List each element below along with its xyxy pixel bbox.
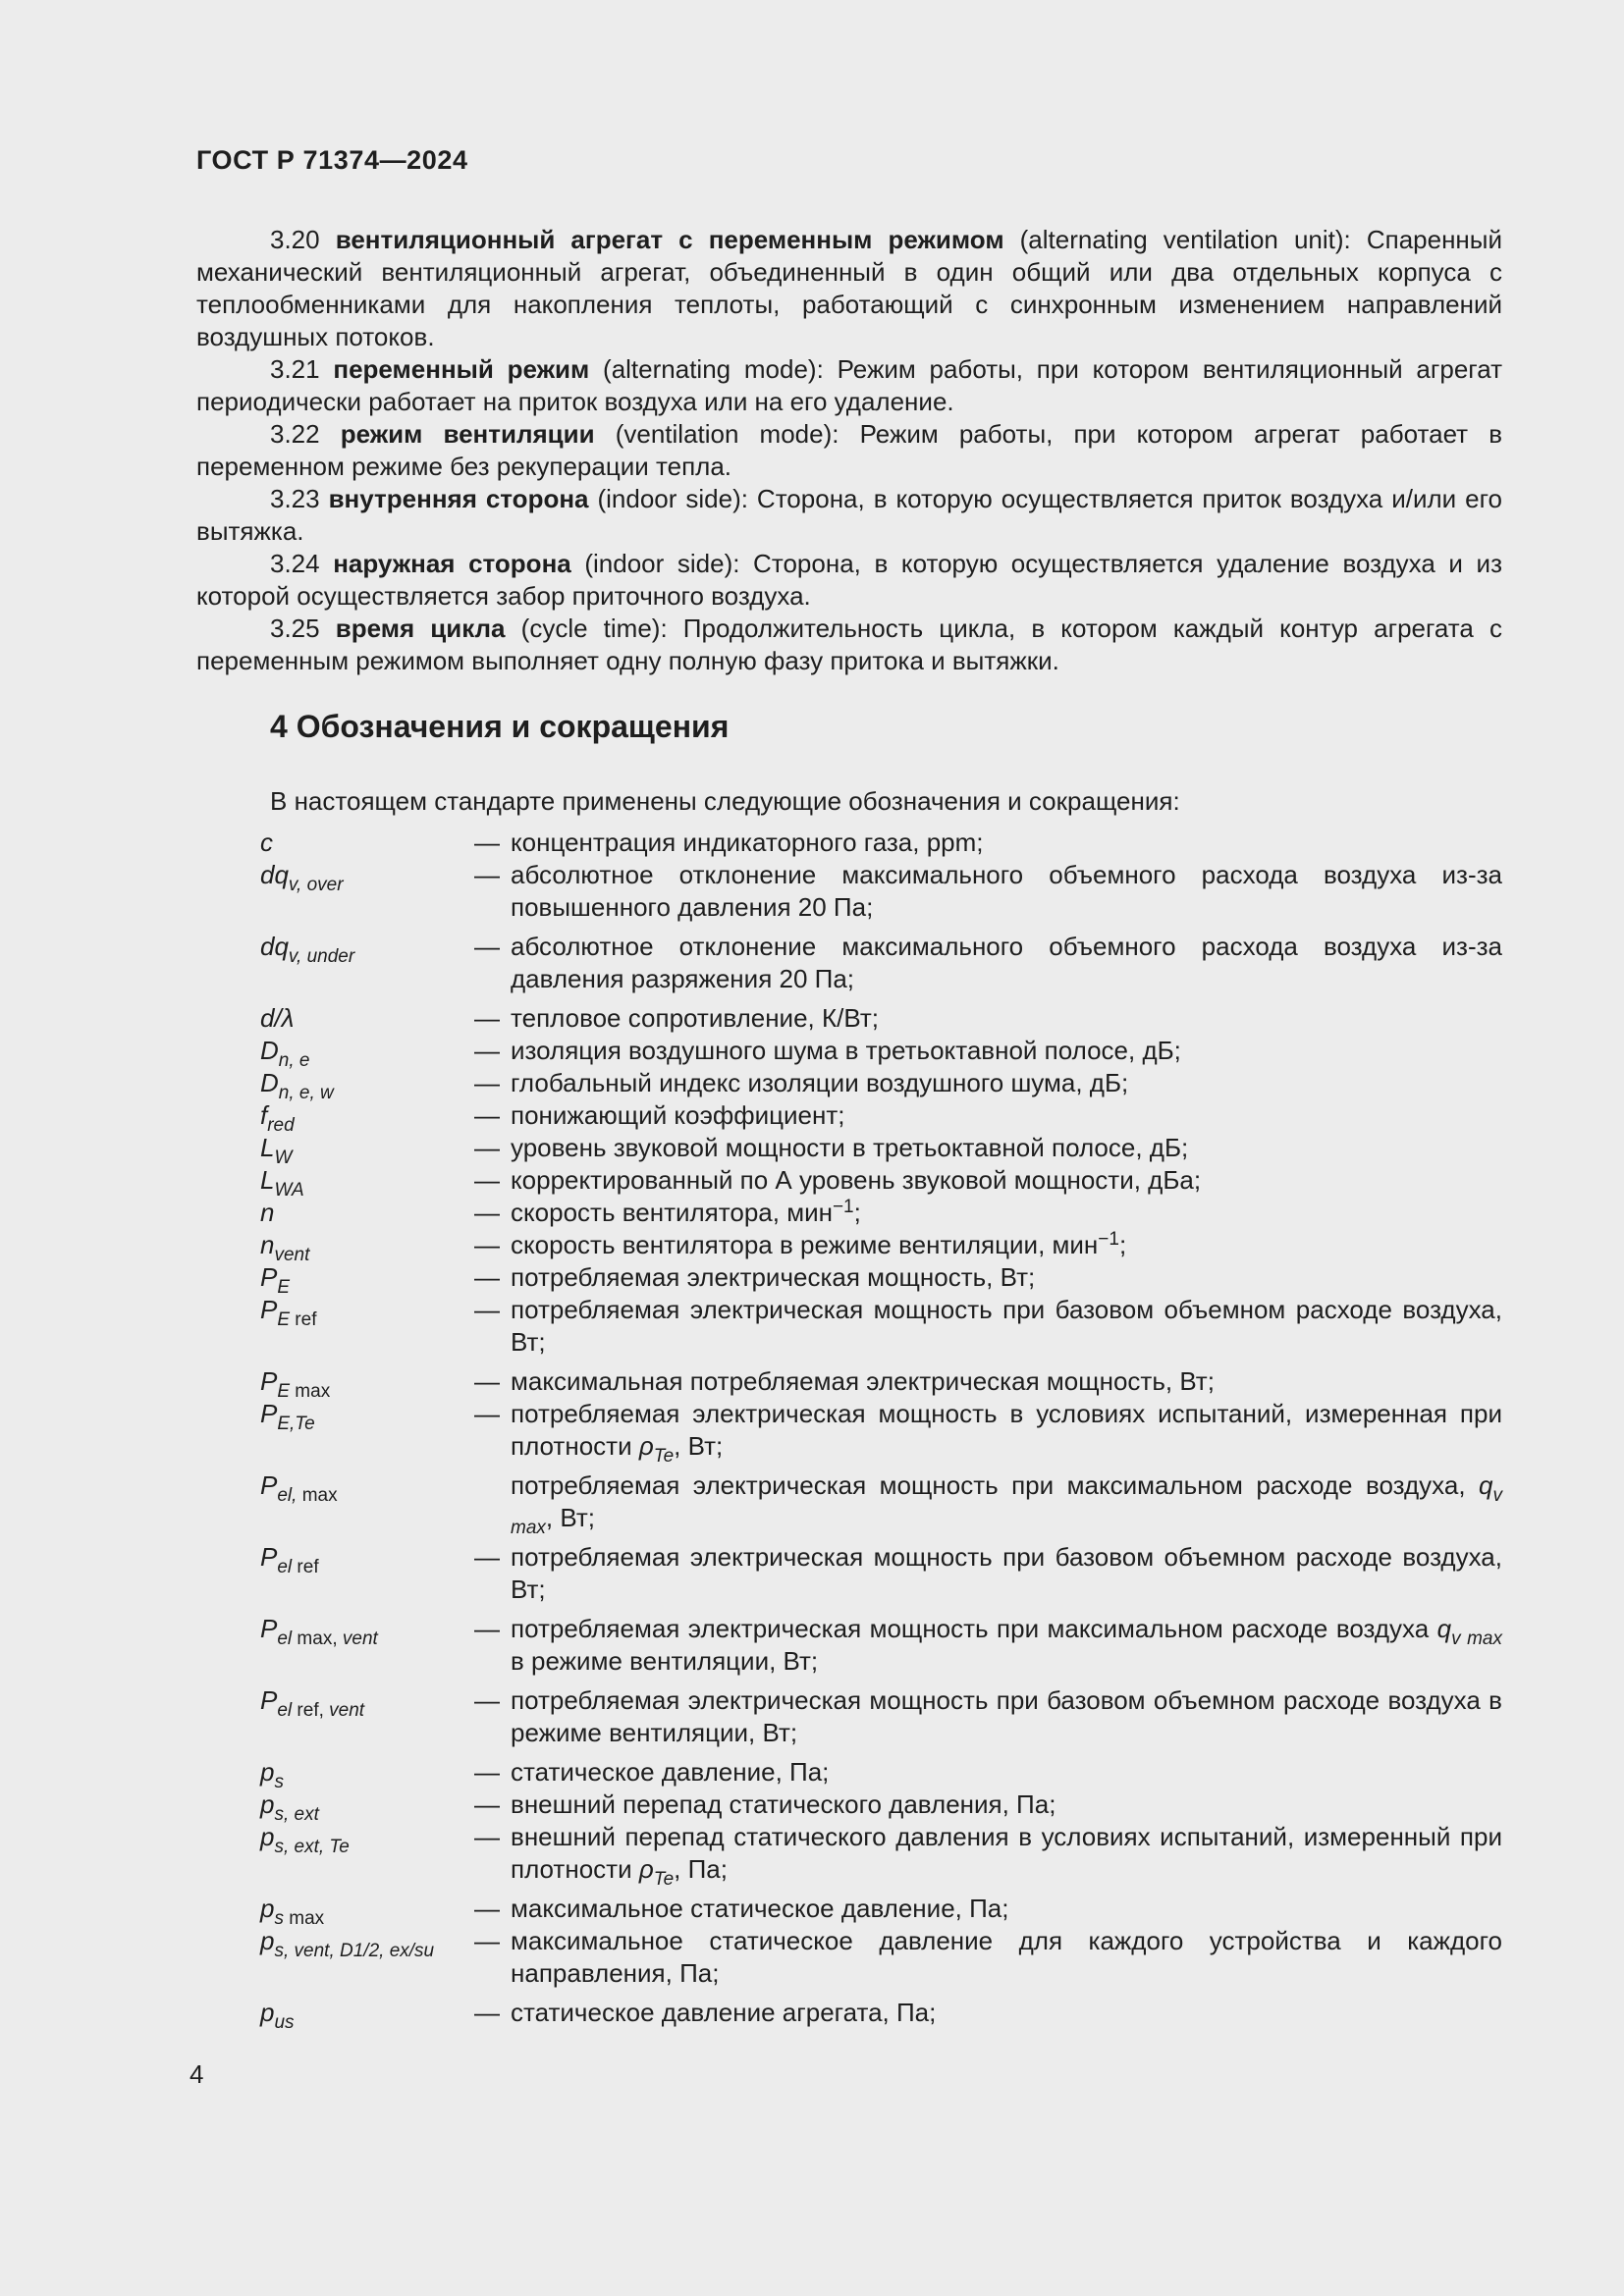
symbol-row bbox=[260, 1261, 1502, 1298]
document-header: ГОСТ Р 71374—2024 bbox=[196, 145, 468, 175]
definition-3-22 bbox=[196, 418, 1502, 483]
dash-separator: — bbox=[474, 1822, 500, 1851]
symbol-part-text: W bbox=[274, 1148, 293, 1168]
symbol-definition bbox=[511, 1541, 1502, 1606]
definition-part: внешний перепад статического давления в условиях испытаний, измеренный при плотности bbox=[511, 1822, 1502, 1884]
symbol-definition bbox=[511, 859, 1502, 924]
symbol-part: max bbox=[297, 1485, 338, 1506]
symbol-part bbox=[274, 1148, 292, 1168]
symbol-part-text: el, bbox=[277, 1485, 298, 1506]
definition-part: максимальная потребляемая электрическая мощность, Вт; bbox=[511, 1366, 1215, 1396]
symbol-part-text: E,Te bbox=[277, 1414, 315, 1434]
dash-separator: — bbox=[474, 1295, 500, 1324]
symbol-part-text: el bbox=[277, 1700, 293, 1721]
definition-text: (alternating mode): Режим работы, при котором вентиляционный агрегат периодически работает на приток воздуха или на его удаление. bbox=[196, 354, 1503, 416]
dash-separator: — bbox=[474, 1998, 500, 2027]
dash-separator: — bbox=[474, 1757, 500, 1787]
symbol bbox=[260, 1002, 474, 1035]
symbol bbox=[260, 1925, 474, 1961]
symbol-part bbox=[279, 1083, 334, 1103]
symbol-part: P bbox=[260, 1614, 278, 1643]
dash-separator: — bbox=[474, 1366, 500, 1396]
symbol-part-text: s, ext, Te bbox=[274, 1837, 350, 1857]
symbol-part-text: WA bbox=[274, 1180, 304, 1201]
symbol bbox=[260, 1821, 474, 1857]
symbol-part bbox=[274, 1941, 434, 1961]
symbol-row bbox=[260, 1197, 1502, 1229]
symbol-part-text: vent bbox=[323, 1700, 365, 1721]
symbol bbox=[260, 1132, 474, 1168]
symbol-part: P bbox=[260, 1262, 278, 1292]
dash-separator: — bbox=[474, 1198, 500, 1227]
symbol-part: ref bbox=[292, 1557, 319, 1577]
symbol-definition bbox=[511, 1099, 1502, 1132]
symbol-part bbox=[277, 1381, 290, 1402]
symbol bbox=[260, 1035, 474, 1071]
symbol bbox=[260, 1613, 474, 1649]
definition-part: максимальное статическое давление, Па; bbox=[511, 1894, 1009, 1923]
symbol-part-text: s, vent, D1/2, ex/su bbox=[274, 1941, 435, 1961]
symbol-part bbox=[274, 1837, 349, 1857]
symbol bbox=[260, 1997, 474, 2033]
symbol-part: f bbox=[260, 1100, 268, 1130]
definition-part: −1 bbox=[832, 1197, 854, 1217]
symbol-part bbox=[277, 1277, 290, 1298]
definition-part: потребляемая электрическая мощность при максимальном расходе воздуха bbox=[511, 1614, 1437, 1643]
definition-number: 3.21 bbox=[270, 354, 334, 384]
symbol-definition bbox=[511, 1067, 1502, 1099]
symbol-part: max bbox=[290, 1381, 331, 1402]
symbol bbox=[260, 1067, 474, 1103]
symbol bbox=[260, 827, 474, 859]
definition-part-text: Te bbox=[653, 1869, 675, 1890]
symbol-part-text: n, e bbox=[278, 1050, 310, 1071]
symbol-row bbox=[260, 931, 1502, 995]
definition-part: уровень звуковой мощности в третьоктавной полосе, дБ; bbox=[511, 1133, 1189, 1162]
definition-part-text: v max bbox=[1451, 1629, 1502, 1649]
definition-part: тепловое сопротивление, К/Вт; bbox=[511, 1003, 879, 1033]
definition-text: (alternating ventilation unit): Спаренный механический вентиляционный агрегат, объединенный в один общий или два отдельных корпуса с теплообменниками для накопления теплоты, работающий с синхронным изменением направлений воздушных потоков. bbox=[196, 225, 1502, 351]
symbol-part bbox=[267, 1115, 294, 1136]
symbol bbox=[260, 1469, 474, 1506]
symbol bbox=[260, 1294, 474, 1330]
dash-separator: — bbox=[474, 932, 500, 961]
definition-part bbox=[654, 1869, 674, 1890]
symbol-part: p bbox=[260, 1822, 275, 1851]
symbol-part bbox=[338, 1629, 378, 1649]
dash-separator: — bbox=[474, 1542, 500, 1572]
symbol-part-text: red bbox=[267, 1115, 295, 1136]
dash-separator: — bbox=[474, 1614, 500, 1643]
symbol-definition bbox=[511, 1229, 1502, 1261]
definition-part: статическое давление, Па; bbox=[511, 1757, 830, 1787]
definition-part: потребляемая электрическая мощность при базовом объемном расходе воздуха, Вт; bbox=[511, 1542, 1502, 1604]
definition-text: (ventilation mode): Режим работы, при котором агрегат работает в переменном режиме без рекуперации тепла. bbox=[196, 419, 1502, 481]
symbol-row bbox=[260, 1398, 1502, 1467]
symbol-part bbox=[274, 1180, 303, 1201]
definition-part: скорость вентилятора, мин bbox=[511, 1198, 833, 1227]
symbol-row bbox=[260, 1893, 1502, 1929]
dash-separator: — bbox=[474, 1262, 500, 1292]
symbol-part bbox=[274, 2012, 294, 2033]
section-intro: В настоящем стандарте применены следующие обозначения и сокращения: bbox=[270, 786, 1180, 816]
symbol-definition bbox=[511, 1398, 1502, 1467]
definition-part: потребляемая электрическая мощность при максимальном расходе воздуха, bbox=[511, 1470, 1480, 1500]
dash-separator: — bbox=[474, 1789, 500, 1819]
symbol-part-text: vent bbox=[274, 1245, 310, 1265]
definition-part: −1 bbox=[1098, 1229, 1119, 1250]
page-number: 4 bbox=[189, 2059, 204, 2089]
dash-separator: — bbox=[474, 1399, 500, 1428]
symbol-part: p bbox=[260, 1789, 275, 1819]
symbol bbox=[260, 1398, 474, 1434]
dash-separator: — bbox=[474, 1230, 500, 1259]
symbol-definition bbox=[511, 1893, 1502, 1925]
definition-part: абсолютное отклонение максимального объемного расхода воздуха из-за давления разряжения 20 Па; bbox=[511, 932, 1502, 993]
symbol-part: max bbox=[283, 1908, 325, 1929]
symbol-part bbox=[277, 1557, 292, 1577]
symbol-part bbox=[277, 1414, 314, 1434]
symbol-part-text: s, ext bbox=[274, 1804, 319, 1825]
symbol-part bbox=[289, 875, 344, 895]
definition-term: переменный режим bbox=[333, 354, 590, 384]
symbol-part: n bbox=[260, 1230, 275, 1259]
definition-part: максимальное статическое давление для каждого устройства и каждого направления, Па; bbox=[511, 1926, 1502, 1988]
symbol-part-text: el bbox=[277, 1629, 293, 1649]
definition-term: время цикла bbox=[335, 614, 506, 643]
definition-number: 3.20 bbox=[270, 225, 336, 254]
symbol-row bbox=[260, 1756, 1502, 1792]
symbol-part bbox=[277, 1700, 292, 1721]
symbol-row bbox=[260, 1789, 1502, 1825]
symbol bbox=[260, 1684, 474, 1721]
symbol-part bbox=[289, 946, 354, 967]
definition-part: ρ bbox=[638, 1431, 654, 1461]
symbol-part: L bbox=[260, 1165, 275, 1195]
symbol bbox=[260, 1365, 474, 1402]
symbol-part bbox=[277, 1629, 292, 1649]
dash-separator: — bbox=[474, 1685, 500, 1715]
symbol-part bbox=[324, 1700, 364, 1721]
symbol-definition bbox=[511, 1002, 1502, 1035]
dash-separator: — bbox=[474, 1068, 500, 1097]
definition-part: статическое давление агрегата, Па; bbox=[511, 1998, 937, 2027]
symbols-list bbox=[260, 827, 1502, 2033]
symbol-row bbox=[260, 1035, 1502, 1071]
symbol-part: ref, bbox=[292, 1700, 324, 1721]
symbol-definition bbox=[511, 1684, 1502, 1749]
symbol bbox=[260, 1197, 474, 1229]
symbol-definition bbox=[511, 1261, 1502, 1294]
symbol-definition bbox=[511, 1132, 1502, 1164]
symbol-part-text: v, under bbox=[288, 946, 355, 967]
symbol-part bbox=[274, 1804, 318, 1825]
symbol-part: p bbox=[260, 1757, 275, 1787]
definition-part: потребляемая электрическая мощность при базовом объемном расходе воздуха, Вт; bbox=[511, 1295, 1502, 1357]
dash-separator: — bbox=[474, 1926, 500, 1955]
dash-separator: — bbox=[474, 828, 500, 857]
symbol-row bbox=[260, 1821, 1502, 1890]
symbol-definition bbox=[511, 1613, 1502, 1678]
definition-part: ; bbox=[1118, 1230, 1127, 1259]
definition-part: понижающий коэффициент; bbox=[511, 1100, 845, 1130]
symbol-row bbox=[260, 1067, 1502, 1103]
symbol-part bbox=[274, 1772, 284, 1792]
definition-part: , Вт; bbox=[545, 1503, 595, 1532]
symbol bbox=[260, 1261, 474, 1298]
definition-part: потребляемая электрическая мощность в условиях испытаний, измеренная при плотности bbox=[511, 1399, 1502, 1461]
symbol-part-text: s bbox=[274, 1772, 284, 1792]
definition-part: потребляемая электрическая мощность, Вт; bbox=[511, 1262, 1036, 1292]
symbol bbox=[260, 1893, 474, 1929]
symbol-part-text: E bbox=[277, 1381, 291, 1402]
symbol-part: P bbox=[260, 1685, 278, 1715]
definition-part: , Па; bbox=[674, 1854, 728, 1884]
symbol-definition bbox=[511, 1164, 1502, 1197]
definition-part: , Вт; bbox=[674, 1431, 724, 1461]
symbol-definition bbox=[511, 1469, 1502, 1538]
definition-part: ; bbox=[853, 1198, 861, 1227]
symbol-row bbox=[260, 1684, 1502, 1749]
symbol-part-text: vent bbox=[337, 1629, 378, 1649]
symbol-definition bbox=[511, 1197, 1502, 1229]
definition-part: в режиме вентиляции, Вт; bbox=[511, 1646, 819, 1676]
definition-text: (indoor side): Сторона, в которую осуществляется удаление воздуха и из которой осуществляется забор приточного воздуха. bbox=[196, 549, 1502, 611]
symbol-part: n bbox=[260, 1198, 275, 1227]
definition-text: (cycle time): Продолжительность цикла, в котором каждый контур агрегата с переменным режимом выполняет одну полную фазу притока и вытяжки. bbox=[196, 614, 1503, 675]
definition-3-25 bbox=[196, 613, 1502, 677]
definition-term: вентиляционный агрегат с переменным режимом bbox=[335, 225, 1004, 254]
symbol bbox=[260, 931, 474, 967]
symbol-definition bbox=[511, 827, 1502, 859]
symbol-part: d/λ bbox=[260, 1003, 295, 1033]
symbol-part bbox=[277, 1485, 297, 1506]
symbol-part bbox=[279, 1050, 310, 1071]
definition-part: изоляция воздушного шума в третьоктавной полосе, дБ; bbox=[511, 1036, 1181, 1065]
symbol-row bbox=[260, 1164, 1502, 1201]
definition-3-20 bbox=[196, 224, 1502, 353]
symbol-part-text: us bbox=[274, 2012, 295, 2033]
dash-separator: — bbox=[474, 1165, 500, 1195]
definition-part bbox=[1451, 1629, 1502, 1649]
definition-term: режим вентиляции bbox=[340, 419, 595, 449]
symbol-definition bbox=[511, 1789, 1502, 1821]
symbol-part: dq bbox=[260, 932, 289, 961]
definition-part: потребляемая электрическая мощность при базовом объемном расходе воздуха в режиме вентиляции, Вт; bbox=[511, 1685, 1502, 1747]
symbol-part bbox=[274, 1908, 284, 1929]
symbol-row bbox=[260, 827, 1502, 859]
definition-part: глобальный индекс изоляции воздушного шума, дБ; bbox=[511, 1068, 1129, 1097]
symbol-part: ref bbox=[290, 1309, 317, 1330]
symbol-part-text: E bbox=[277, 1277, 291, 1298]
dash-separator: — bbox=[474, 1133, 500, 1162]
definition-part: ρ bbox=[638, 1854, 654, 1884]
symbol-definition bbox=[511, 931, 1502, 995]
symbol-row bbox=[260, 1099, 1502, 1136]
definition-part: скорость вентилятора в режиме вентиляции, мин bbox=[511, 1230, 1099, 1259]
symbol-row bbox=[260, 1469, 1502, 1538]
symbol bbox=[260, 1789, 474, 1825]
symbol-part: P bbox=[260, 1399, 278, 1428]
symbol-row bbox=[260, 1925, 1502, 1990]
dash-separator: — bbox=[474, 860, 500, 889]
symbol-part: dq bbox=[260, 860, 289, 889]
definition-number: 3.25 bbox=[270, 614, 336, 643]
dash-separator: — bbox=[474, 1036, 500, 1065]
definition-term: внутренняя сторона bbox=[328, 484, 589, 513]
definition-part bbox=[654, 1446, 674, 1467]
definition-number: 3.22 bbox=[270, 419, 341, 449]
symbol-part: p bbox=[260, 1926, 275, 1955]
symbol-part bbox=[274, 1245, 309, 1265]
symbol-part: p bbox=[260, 1894, 275, 1923]
symbol-row bbox=[260, 1002, 1502, 1035]
definition-number: 3.23 bbox=[270, 484, 329, 513]
definition-part: корректированный по А уровень звуковой мощности, дБа; bbox=[511, 1165, 1202, 1195]
symbol bbox=[260, 1229, 474, 1265]
symbol-part: p bbox=[260, 1998, 275, 2027]
definition-text: (indoor side): Сторона, в которую осуществляется приток воздуха и/или его вытяжка. bbox=[196, 484, 1502, 546]
symbol-part: D bbox=[260, 1036, 279, 1065]
symbol-row bbox=[260, 1229, 1502, 1265]
symbol bbox=[260, 1541, 474, 1577]
definition-part: q bbox=[1479, 1470, 1493, 1500]
symbol-part-text: n, e, w bbox=[278, 1083, 334, 1103]
symbol-part: P bbox=[260, 1470, 278, 1500]
definition-3-24 bbox=[196, 548, 1502, 613]
symbol bbox=[260, 1756, 474, 1792]
definitions-section bbox=[196, 224, 1502, 677]
symbol-part-text: v, over bbox=[288, 875, 344, 895]
definition-3-21 bbox=[196, 353, 1502, 418]
symbol-part: c bbox=[260, 828, 273, 857]
symbol-definition bbox=[511, 1925, 1502, 1990]
section-title: 4 Обозначения и сокращения bbox=[270, 709, 730, 744]
dash-separator: — bbox=[474, 1003, 500, 1033]
symbol-definition bbox=[511, 1365, 1502, 1398]
symbol-definition bbox=[511, 1756, 1502, 1789]
definition-part: абсолютное отклонение максимального объемного расхода воздуха из-за повышенного давления 20 Па; bbox=[511, 860, 1502, 922]
symbol-part: D bbox=[260, 1068, 279, 1097]
symbol-row bbox=[260, 1541, 1502, 1606]
symbol-part bbox=[277, 1309, 290, 1330]
symbol-part: L bbox=[260, 1133, 275, 1162]
symbol-part: P bbox=[260, 1366, 278, 1396]
symbol-row bbox=[260, 1365, 1502, 1402]
dash-separator: — bbox=[474, 1100, 500, 1130]
symbol-definition bbox=[511, 1294, 1502, 1359]
symbol-definition bbox=[511, 1997, 1502, 2029]
symbol bbox=[260, 1164, 474, 1201]
symbol-part-text: el bbox=[277, 1557, 293, 1577]
symbol-definition bbox=[511, 1035, 1502, 1067]
definition-term: наружная сторона bbox=[333, 549, 571, 578]
symbol-row bbox=[260, 859, 1502, 924]
symbol-part-text: E bbox=[277, 1309, 291, 1330]
definition-part: концентрация индикаторного газа, ppm; bbox=[511, 828, 984, 857]
symbol-row bbox=[260, 1132, 1502, 1168]
symbol-row bbox=[260, 1613, 1502, 1678]
symbol-part: P bbox=[260, 1295, 278, 1324]
symbol-part-text: s bbox=[274, 1908, 284, 1929]
definition-part-text: v max bbox=[511, 1485, 1502, 1538]
definition-3-23 bbox=[196, 483, 1502, 548]
dash-separator: — bbox=[474, 1894, 500, 1923]
symbol-row bbox=[260, 1997, 1502, 2033]
symbol bbox=[260, 859, 474, 895]
definition-part: q bbox=[1436, 1614, 1452, 1643]
symbol-part: max, bbox=[292, 1629, 338, 1649]
symbol-part: P bbox=[260, 1542, 278, 1572]
symbol bbox=[260, 1099, 474, 1136]
definition-number: 3.24 bbox=[270, 549, 334, 578]
symbol-definition bbox=[511, 1821, 1502, 1890]
symbol-row bbox=[260, 1294, 1502, 1359]
definition-part-text: Te bbox=[653, 1446, 675, 1467]
definition-part: внешний перепад статического давления, Па; bbox=[511, 1789, 1056, 1819]
